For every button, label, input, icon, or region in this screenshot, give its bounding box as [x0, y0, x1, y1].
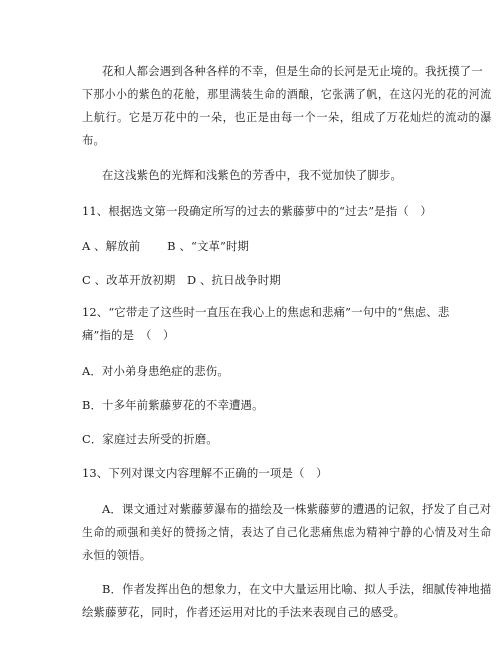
- passage-p1-line-2: 下那小小的紫色的花舱，那里满装生命的酒酿，它张满了帆，在这闪光的花的河流: [82, 87, 492, 101]
- question-13-option-a-line-1: A．课文通过对紫藤萝瀑布的描绘及一株紫藤萝的遭遇的记叙，抒发了自己对: [102, 502, 492, 516]
- question-11-options-row-2: C 、改革开放初期 D 、抗日战争时期: [82, 273, 281, 287]
- passage-p2: 在这浅紫色的光辉和浅紫色的芳香中，我不觉加快了脚步。: [102, 168, 403, 182]
- question-12-option-b: B．十多年前紫藤萝花的不幸遭遇。: [82, 398, 264, 412]
- question-11-stem: 11、根据选文第一段确定所写的过去的紫藤萝中的“过去”是指（ ）: [82, 204, 432, 218]
- question-12-stem-line-1: 12、“它带走了这些时一直压在我心上的焦虑和悲痛”一句中的“焦虑、悲: [82, 305, 450, 319]
- passage-p1-line-3: 上航行。它是万花中的一朵，也正是由每一个一朵，组成了万花灿烂的流动的瀑: [82, 110, 492, 124]
- question-11-options-row-1: A 、解放前 B 、“文革”时期: [82, 239, 250, 253]
- question-12-stem-line-2: 痛”指的是 （ ）: [82, 328, 175, 342]
- question-12-option-c: C．家庭过去所受的折磨。: [82, 432, 218, 446]
- question-13-option-a-line-3: 永恒的领悟。: [82, 548, 152, 562]
- passage-p1-line-1: 花和人都会遇到各种各样的不幸，但是生命的长河是无止境的。我抚摸了一: [102, 64, 483, 78]
- question-12-option-a: A．对小弟身患绝症的悲伤。: [82, 364, 229, 378]
- question-13-stem: 13、下列对课文内容理解不正确的一项是（ ）: [82, 466, 328, 480]
- question-13-option-a-line-2: 生命的顽强和美好的赞扬之情，表达了自己化悲痛焦虑为精神宁静的心情及对生命: [82, 525, 492, 539]
- passage-p1-line-4: 布。: [82, 133, 106, 147]
- question-13-option-b-line-2: 绘紫藤萝花，同时，作者还运用对比的手法来表现自己的感受。: [82, 605, 406, 619]
- question-13-option-b-line-1: B．作者发挥出色的想象力，在文中大量运用比喻、拟人手法，细腻传神地描: [102, 582, 492, 596]
